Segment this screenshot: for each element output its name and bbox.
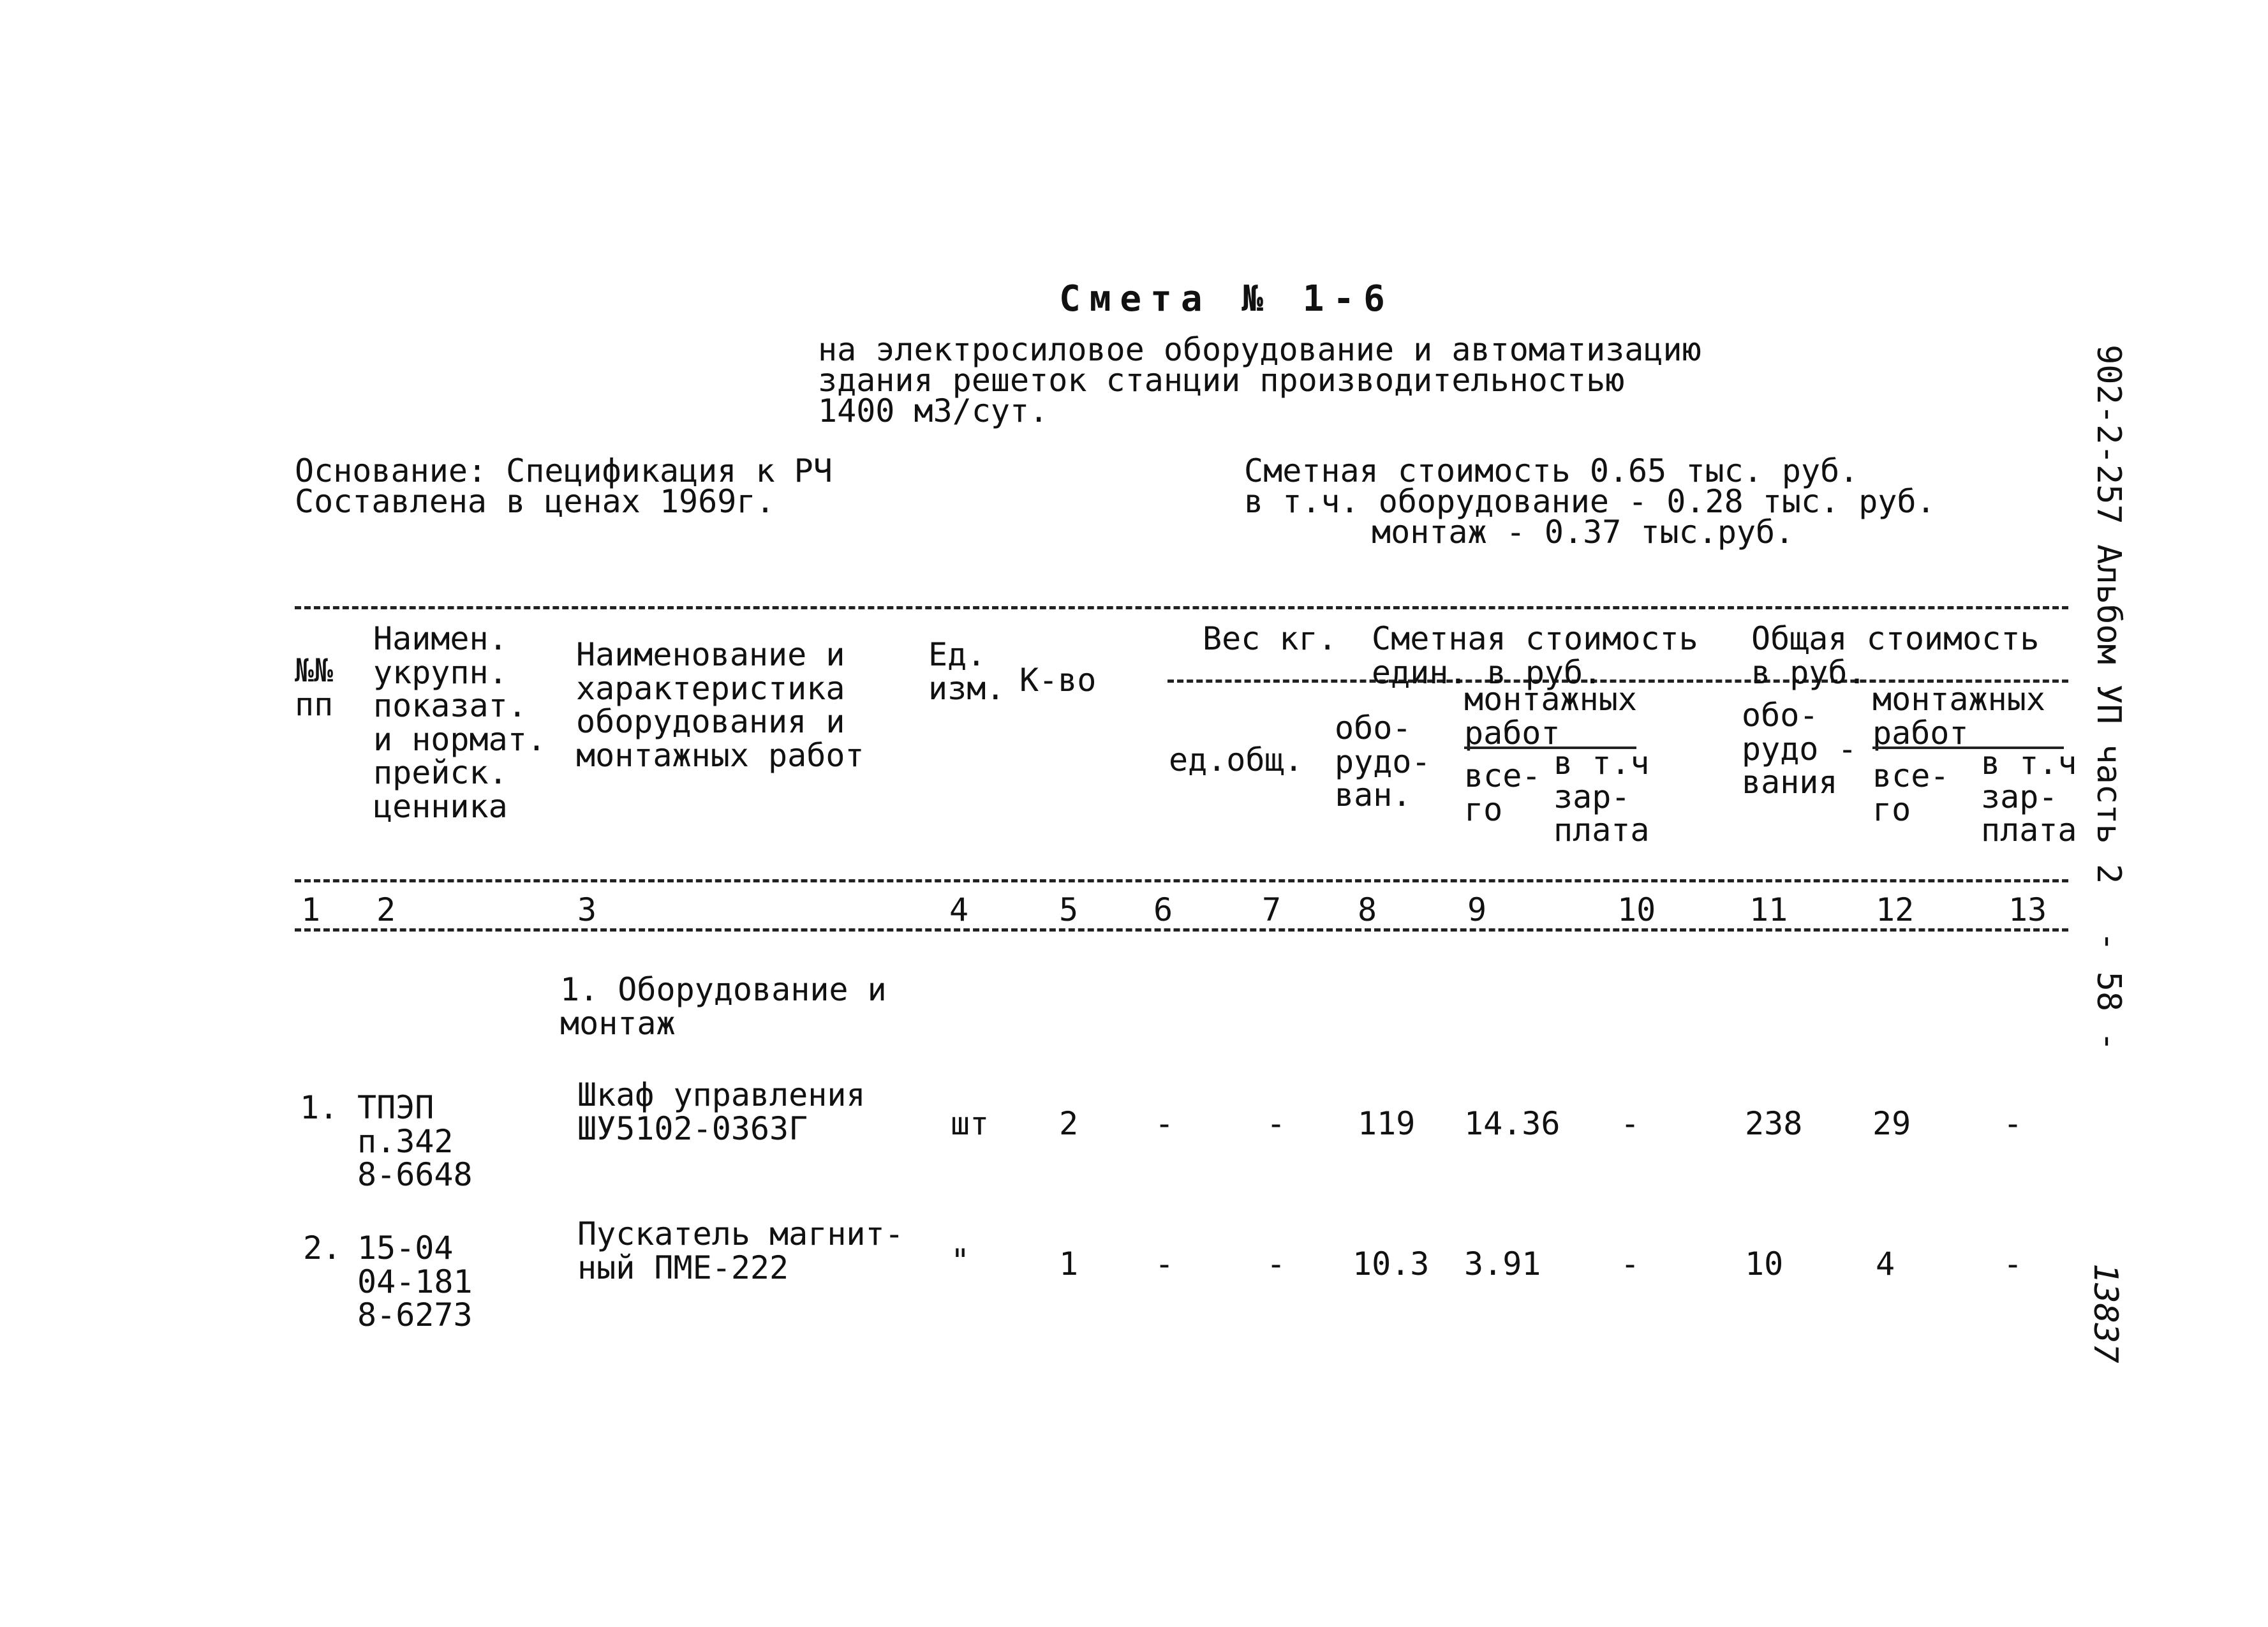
equipment-cost: в т.ч. оборудование - 0.28 тыс. руб. — [1244, 483, 1936, 520]
col-num-13: 13 — [2008, 891, 2047, 928]
basis-text: Основание: Спецификация к РЧ — [295, 452, 833, 489]
subtitle-line-1: на электросиловое оборудование и автоматизацию — [818, 331, 1701, 368]
row-name: Пускатель магнит- ный ПМЕ-222 — [577, 1215, 904, 1286]
row-qty: 2 — [1059, 1105, 1079, 1142]
row-sum-wage: - — [2003, 1105, 2023, 1142]
album-reference: 902-2-257 Альбом УП часть 2 — [2089, 345, 2128, 884]
col-num-1: 1 — [301, 891, 321, 928]
col-num-12: 12 — [1876, 891, 1915, 928]
row-install-total: 3.91 — [1464, 1245, 1541, 1282]
installation-cost: монтаж - 0.37 тыс.руб. — [1372, 514, 1795, 551]
row-name: Шкаф управления ШУ5102-0363Г — [577, 1076, 866, 1147]
row-unit: " — [951, 1242, 970, 1279]
col-num-10: 10 — [1617, 891, 1656, 928]
row-sum-wage: - — [2003, 1245, 2023, 1282]
header-bottom-rule — [295, 879, 2068, 882]
row-sum-equip: 10 — [1745, 1245, 1784, 1282]
row-sum-install: 4 — [1876, 1245, 1895, 1282]
table-top-rule — [295, 606, 2068, 609]
header-unit: Ед. изм. — [928, 636, 1005, 707]
col-num-2: 2 — [376, 891, 396, 928]
estimated-cost: Сметная стоимость 0.65 тыс. руб. — [1244, 452, 1859, 489]
header-overall-cost: Общая стоимость в руб. — [1751, 620, 2040, 691]
row-weight-unit: - — [1155, 1105, 1175, 1142]
header-weight-sub: ед.общ. — [1169, 741, 1303, 778]
row-weight-total: - — [1266, 1105, 1286, 1142]
header-install-total: все- го — [1464, 757, 1541, 828]
row-sum-equip: 238 — [1745, 1105, 1803, 1142]
header-wage2: в т.ч зар- плата — [1981, 745, 2077, 849]
row-code: ТПЭП п.342 8-6648 — [357, 1089, 473, 1193]
row-code: 15-04 04-181 8-6273 — [357, 1230, 473, 1334]
col-num-5: 5 — [1059, 891, 1079, 928]
header-name: Наименование и характеристика оборудования и монтажных работ — [576, 636, 864, 774]
row-equip: 119 — [1358, 1105, 1416, 1142]
row-sum-install: 29 — [1872, 1105, 1911, 1142]
row-unit: шт — [951, 1105, 989, 1142]
document-title: Смета № 1-6 — [1059, 278, 1394, 320]
col-num-4: 4 — [949, 891, 969, 928]
col-num-8: 8 — [1358, 891, 1377, 928]
header-weight: Вес кг. — [1203, 620, 1337, 657]
subtitle-line-2: здания решеток станции производительностью — [818, 362, 1625, 399]
col-num-7: 7 — [1262, 891, 1282, 928]
header-install: монтажных работ — [1464, 681, 1637, 752]
row-install-wage: - — [1620, 1105, 1640, 1142]
header-install-wage: в т.ч зар- плата — [1553, 745, 1650, 849]
header-equip: обо- рудо- ван. — [1335, 709, 1431, 814]
row-install-total: 14.36 — [1464, 1105, 1560, 1142]
col-num-11: 11 — [1749, 891, 1788, 928]
prices-text: Составлена в ценах 1969г. — [295, 483, 775, 520]
section-title: 1. Оборудование и монтаж — [560, 971, 887, 1042]
row-install-wage: - — [1620, 1245, 1640, 1282]
page-number: - 58 - — [2089, 932, 2128, 1051]
colnum-bottom-rule — [295, 928, 2068, 932]
header-unit-cost: Сметная стоимость един. в руб. — [1372, 620, 1698, 691]
header-equip2: обо- рудо - вания — [1742, 697, 1857, 801]
header-total2: все- го — [1872, 757, 1950, 828]
row-num: 2. — [303, 1230, 342, 1267]
header-qty: К-во — [1019, 662, 1097, 699]
row-equip: 10.3 — [1353, 1245, 1430, 1282]
col-num-9: 9 — [1467, 891, 1487, 928]
header-num: №№ пп — [295, 652, 334, 723]
row-qty: 1 — [1059, 1245, 1079, 1282]
row-weight-total: - — [1266, 1245, 1286, 1282]
row-weight-unit: - — [1155, 1245, 1175, 1282]
col-num-6: 6 — [1153, 891, 1173, 928]
stamp-number: 13837 — [2086, 1263, 2124, 1363]
header-code: Наимен. укрупн. показат. и нормат. прейск. ценника — [373, 620, 546, 825]
subtitle-line-3: 1400 м3/сут. — [818, 392, 1049, 429]
header-install2: монтажных работ — [1872, 681, 2045, 752]
row-num: 1. — [300, 1089, 339, 1126]
col-num-3: 3 — [577, 891, 597, 928]
